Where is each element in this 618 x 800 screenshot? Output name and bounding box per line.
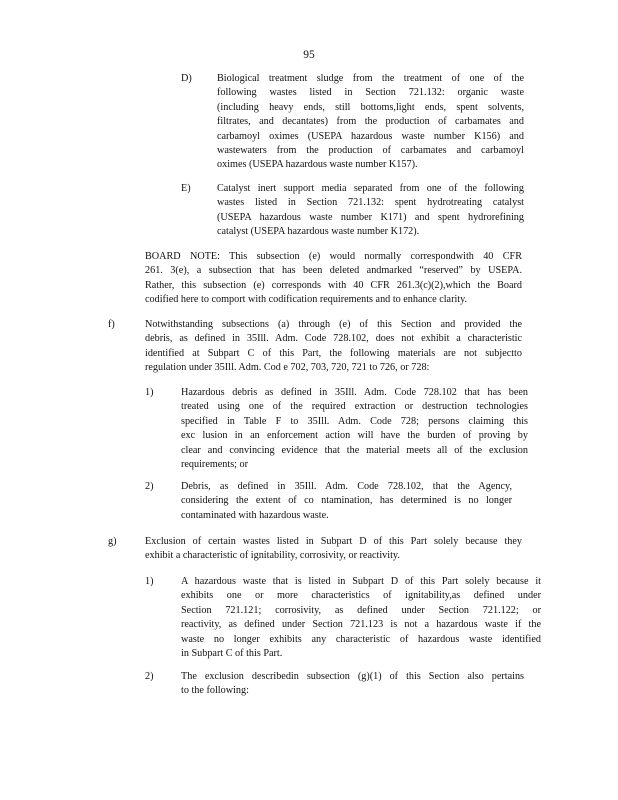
D-line: following wastes listed in Section 721.132: organic waste (217, 87, 524, 99)
D-line: (including heavy ends, still bottoms,light ends, spent solvents, (217, 101, 524, 113)
item-label-D: D) (181, 73, 192, 84)
g1-line: A hazardous waste that is listed in Subpart D of this Part solely because it (181, 576, 541, 587)
f-line: identified at Subpart C of this Part, the following materials are not subjectto (145, 347, 522, 359)
f1-line: requirements; or (181, 459, 249, 471)
f1-line: specified in Table F to 35Ill. Adm. Code 728; persons claiming this (181, 415, 528, 427)
g1-line: Section 721.121; corrosivity, as defined under Section 721.122; or (181, 604, 541, 616)
item-f-text (145, 318, 522, 376)
E-line: catalyst (USEPA hazardous waste number K172). (217, 226, 420, 238)
item-label-g: g) (108, 536, 117, 547)
g-line: exhibit a characteristic of ignitability, corrosivity, or reactivity. (145, 550, 400, 562)
E-line: Catalyst inert support media separated from one of the following (217, 183, 524, 194)
item-D-text (217, 72, 524, 173)
g1-line: waste no longer exhibits any characteristic of hazardous waste identified (181, 633, 541, 645)
board_note-line: codified here to comport with codification requirements and to enhance clarity. (145, 294, 468, 306)
board_note-line: BOARD NOTE: This subsection (e) would normally correspondwith 40 CFR (145, 251, 522, 262)
f2-line: contaminated with hazardous waste. (181, 509, 329, 521)
g1-line: in Subpart C of this Part. (181, 648, 283, 660)
D-line: wastewaters from the production of carbamates and carbamoyl (217, 145, 524, 157)
f-line: regulation under 35Ill. Adm. Cod e 702, 703, 720, 721 to 726, or 728: (145, 362, 430, 374)
item-g-text (145, 535, 522, 564)
item-f2-text (181, 480, 512, 523)
f2-line: Debris, as defined in 35Ill. Adm. Code 728.102, that the Agency, (181, 481, 512, 492)
item-label-f2: 2) (145, 481, 154, 492)
item-label-f1: 1) (145, 387, 154, 398)
page-number: 95 (303, 49, 315, 61)
g2-line: The exclusion describedin subsection (g)(1) of this Section also pertains (181, 671, 524, 682)
g2-line: to the following: (181, 685, 249, 697)
board_note-line: 261. 3(e), a subsection that has been deleted andmarked “reserved” by USEPA. (145, 265, 522, 277)
f1-line: clear and convincing evidence that the material meets all of the exclusion (181, 444, 528, 456)
board-note (145, 250, 522, 308)
f-line: debris, as defined in 35Ill. Adm. Code 728.102, does not exhibit a characteristic (145, 333, 522, 345)
item-label-g1: 1) (145, 576, 154, 587)
D-line: carbamoyl oximes (USEPA hazardous waste number K156) and (217, 130, 524, 142)
board_note-line: Rather, this subsection (e) corresponds with 40 CFR 261.3(c)(2),which the Board (145, 279, 522, 291)
item-f1-text (181, 386, 528, 472)
D-line: Biological treatment sludge from the treatment of one of the (217, 73, 524, 84)
item-label-f: f) (108, 319, 115, 330)
f1-line: exc lusion in an enforcement action will have the burden of proving by (181, 430, 528, 442)
D-line: filtrates, and decantates) from the production of carbamates and (217, 116, 524, 128)
item-g1-text (181, 575, 541, 661)
f-line: Notwithstanding subsections (a) through (e) of this Section and provided the (145, 319, 522, 330)
f1-line: treated using one of the required extraction or destruction technologies (181, 401, 528, 413)
E-line: wastes listed in Section 721.132: spent hydrotreating catalyst (217, 197, 524, 209)
D-line: oximes (USEPA hazardous waste number K157). (217, 159, 418, 171)
f2-line: considering the extent of co ntamination, has determined is no longer (181, 495, 512, 507)
g-line: Exclusion of certain wastes listed in Subpart D of this Part solely because they (145, 536, 522, 547)
f1-line: Hazardous debris as defined in 35Ill. Adm. Code 728.102 that has been (181, 387, 528, 398)
g1-line: reactivity, as defined under Section 721.123 is not a hazardous waste if the (181, 619, 541, 631)
item-label-g2: 2) (145, 671, 154, 682)
item-label-E: E) (181, 183, 191, 194)
item-g2-text (181, 670, 524, 699)
g1-line: exhibits one or more characteristics of ignitability,as defined under (181, 590, 541, 602)
E-line: (USEPA hazardous waste number K171) and spent hydrorefining (217, 211, 524, 223)
item-E-text (217, 182, 524, 240)
